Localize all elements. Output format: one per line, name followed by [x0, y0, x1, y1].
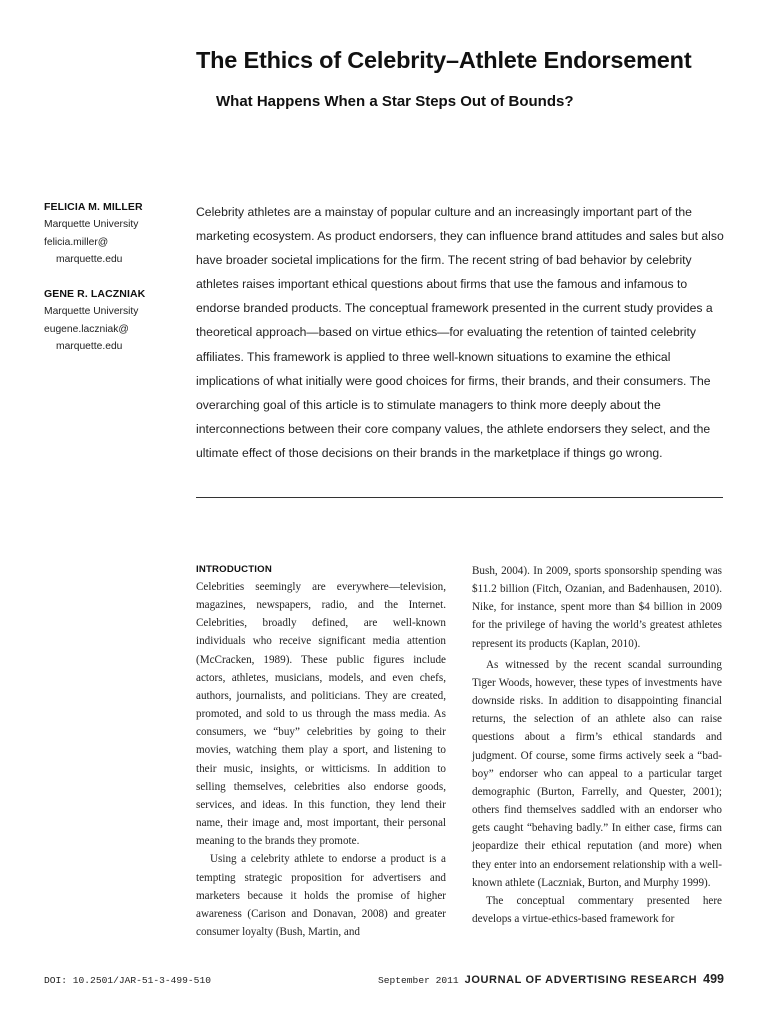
body-paragraph: As witnessed by the recent scandal surrounding Tiger Woods, however, these types of investments have downside risks. In addition to disappointing financial returns, the selection of an athlete also can raise questions about a firm’s ethical standards and judgment. Of course, some firms actively seek a “bad-boy” endorser who can appeal to a particular target demographic (Burton, Farrelly, and Quester, 2001); others find themselves saddled with an endorser who gets caught “behaving badly.” In either case, firms can jeopardize their ethical reputation (and more) when they enter into an endorsement relationship with a well-known athlete (Laczniak, Burton, and Murphy 1999).: [472, 658, 722, 889]
footer-journal-info: [378, 972, 724, 986]
footer-doi: DOI: 10.2501/JAR-51-3-499-510: [44, 975, 211, 986]
body-paragraph: The conceptual commentary presented here develops a virtue-ethics-based framework for: [472, 894, 722, 925]
body-paragraph: Celebrities seemingly are everywhere—television, magazines, newspapers, radio, and the Internet. Celebrities, broadly defined, are well-known individuals who receive significant media attention (McCracken, 1989). These public figures include actors, athletes, musicians, models, and even chefs, authors, journalists, and politicians. They are created, promoted, and sold to us through the mass media. As consumers, we “buy” celebrities by going to their movies, watching them play a sport, and listening to their music, insights, or witticisms. In addition to selling themselves, celebrities also endorse goods, services, and ideas. In this function, they lend their name, their image and, most important, their personal meaning to the brands they promote.: [196, 581, 446, 848]
abstract: Celebrity athletes are a mainstay of popular culture and an increasingly important part of the marketing ecosystem. As product endorsers, they can influence brand attitudes and sales but also have broader societal implications for the firm. The recent string of bad behavior by celebrity athletes raises important ethical questions about firms that use the famous and infamous to endorse branded products. The conceptual framework presented in the current study provides a theoretical approach—based on virtue ethics—for evaluating the retention of tainted celebrity affiliates. This framework is applied to three well-known situations to examine the ethical implications of what initially were good choices for firms, their brands, and their consumers. The overarching goal of this article is to stimulate managers to think more deeply about the interconnections between their core company values, the athlete endorsers they select, and the ultimate effect of those decisions on their brands in the marketplace if things go wrong.: [196, 205, 724, 460]
author-name: GENE R. LACZNIAK: [44, 288, 146, 300]
article-title: The Ethics of Celebrity–Athlete Endorsement: [196, 47, 692, 73]
author-affiliation: Marquette University: [44, 219, 139, 230]
body-column-right: [472, 562, 722, 928]
author-email: felicia.miller@: [44, 236, 109, 248]
abstract-divider: [196, 497, 723, 498]
author-name: FELICIA M. MILLER: [44, 201, 143, 213]
body-column-left: [196, 562, 446, 941]
article-subtitle: What Happens When a Star Steps Out of Bounds?: [216, 93, 574, 110]
footer-date: September 2011: [378, 975, 459, 986]
author-affiliation: Marquette University: [44, 306, 139, 317]
body-paragraph: Bush, 2004). In 2009, sports sponsorship spending was $11.2 billion (Fitch, Ozanian, and Badenhausen, 2010). Nike, for instance, spent more than $4 billion in 2009 for the privilege of having the world’s greatest athletes represent its products (Kaplan, 2010).: [472, 565, 722, 650]
author-block-miller: [44, 201, 184, 269]
footer-page-number: 499: [703, 972, 724, 986]
author-email: eugene.laczniak@: [44, 323, 129, 335]
author-email-domain: marquette.edu: [56, 254, 123, 266]
footer-journal-name: JOURNAL OF ADVERTISING RESEARCH: [464, 974, 698, 986]
section-heading-introduction: INTRODUCTION: [196, 564, 272, 575]
author-block-laczniak: [44, 288, 184, 356]
author-email-domain: marquette.edu: [56, 341, 123, 353]
body-paragraph: Using a celebrity athlete to endorse a product is a tempting strategic proposition for advertisers and marketers because it holds the promise of higher awareness (Carison and Donavan, 2008) and greater consumer loyalty (Bush, Martin, and: [196, 853, 446, 938]
